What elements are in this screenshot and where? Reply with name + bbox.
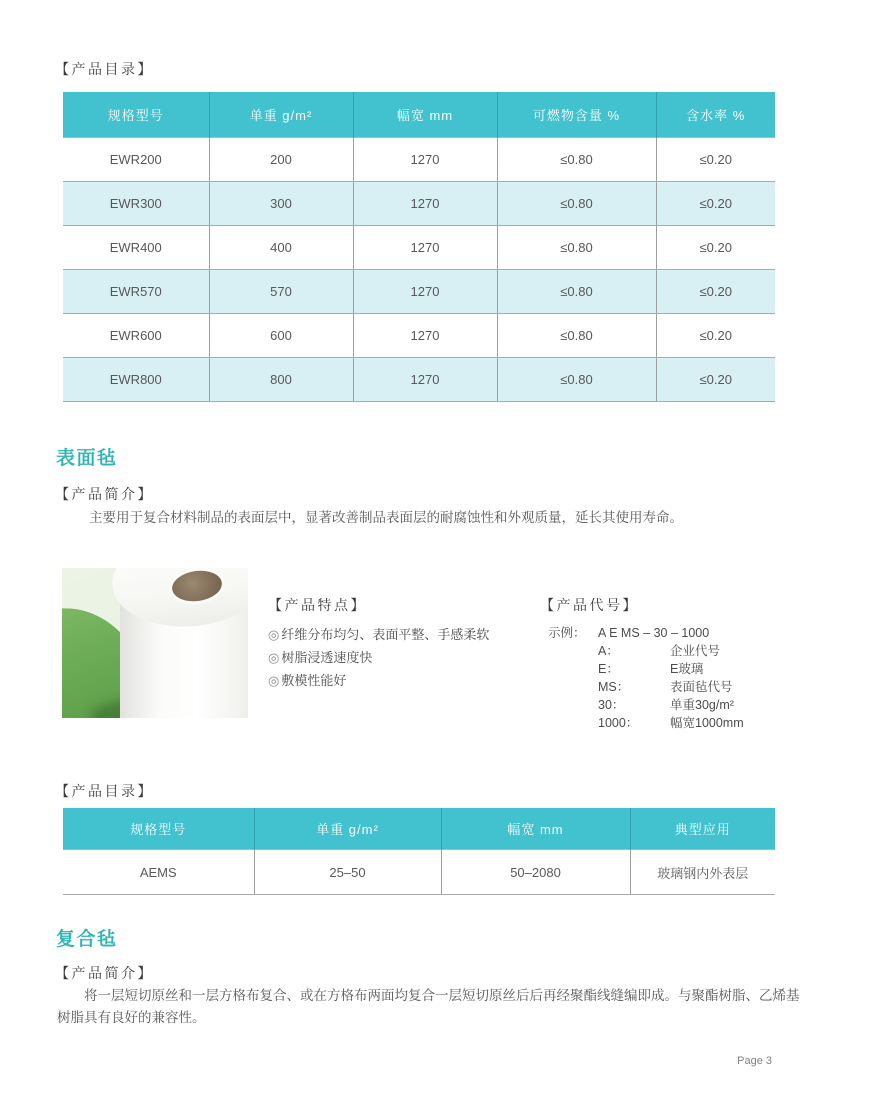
table-cell: EWR200 xyxy=(63,138,209,182)
table-header-cell: 含水率 % xyxy=(656,92,775,138)
section-title-composite-mat: 复合毡 xyxy=(56,929,118,950)
table-header-row xyxy=(63,808,775,850)
feature-item xyxy=(268,669,489,692)
table-cell: 25–50 xyxy=(254,850,441,895)
table-cell: ≤0.80 xyxy=(497,138,656,182)
table-cell: 1270 xyxy=(353,358,497,402)
table-cell: 1270 xyxy=(353,226,497,270)
table-row xyxy=(63,138,775,182)
table-cell: 1270 xyxy=(353,270,497,314)
code-example-row xyxy=(540,624,744,642)
table-cell: 1270 xyxy=(353,182,497,226)
table-cell: ≤0.80 xyxy=(497,358,656,402)
table-row xyxy=(63,850,775,895)
code-key: 30： xyxy=(598,698,625,712)
table-row xyxy=(63,226,775,270)
circle-bullet-icon: ◎ xyxy=(268,673,280,688)
circle-bullet-icon: ◎ xyxy=(268,650,280,665)
table-cell: 1270 xyxy=(353,314,497,358)
table-cell: 300 xyxy=(209,182,353,226)
codes-label: 【产品代号】 xyxy=(540,597,639,613)
table-cell: ≤0.20 xyxy=(656,226,775,270)
code-value: 幅宽1000mm xyxy=(670,716,744,730)
surface-intro-text: 主要用于复合材料制品的表面层中，显著改善制品表面层的耐腐蚀性和外观质量，延长其使用寿命。 xyxy=(89,510,683,525)
code-value: 表面毡代号 xyxy=(670,680,733,694)
code-row xyxy=(598,678,744,696)
table-header-cell: 可燃物含量 % xyxy=(497,92,656,138)
table-cell: EWR300 xyxy=(63,182,209,226)
table-header-cell: 规格型号 xyxy=(63,92,209,138)
code-key: E： xyxy=(598,662,619,676)
table-header-cell: 幅宽 mm xyxy=(353,92,497,138)
product-table-surface-mat xyxy=(63,808,775,895)
table-header-row xyxy=(63,92,775,138)
code-value: E玻璃 xyxy=(670,662,704,676)
table-cell: ≤0.20 xyxy=(656,138,775,182)
table-cell: 800 xyxy=(209,358,353,402)
table-cell: ≤0.20 xyxy=(656,314,775,358)
table-row xyxy=(63,182,775,226)
catalog1-label: 【产品目录】 xyxy=(55,61,154,77)
code-key: MS： xyxy=(598,680,630,694)
code-example-key: 示例： xyxy=(548,626,586,640)
feature-text: 树脂浸透速度快 xyxy=(281,650,373,665)
table-header-cell: 单重 g/m² xyxy=(254,808,441,850)
table-row xyxy=(63,314,775,358)
table-row xyxy=(63,270,775,314)
feature-item xyxy=(268,623,489,646)
code-row xyxy=(598,714,744,732)
table-cell: ≤0.80 xyxy=(497,226,656,270)
table-cell: AEMS xyxy=(63,850,254,895)
code-key: 1000： xyxy=(598,716,639,730)
surface-mat-roll-photo xyxy=(62,568,248,718)
table-cell: EWR800 xyxy=(63,358,209,402)
section-title-surface-mat: 表面毡 xyxy=(56,448,118,469)
codes-block xyxy=(540,595,744,732)
code-row xyxy=(598,642,744,660)
table-cell: ≤0.20 xyxy=(656,182,775,226)
table-header-cell: 典型应用 xyxy=(630,808,775,850)
table-cell: EWR600 xyxy=(63,314,209,358)
code-value: 单重30g/m² xyxy=(670,698,734,712)
code-row xyxy=(598,660,744,678)
catalog2-label: 【产品目录】 xyxy=(55,783,154,799)
table-cell: 570 xyxy=(209,270,353,314)
product-table-ewr xyxy=(63,92,775,402)
code-key: A： xyxy=(598,644,619,658)
table-row xyxy=(63,358,775,402)
circle-bullet-icon: ◎ xyxy=(268,627,280,642)
code-example-value: A E MS – 30 – 1000 xyxy=(598,626,710,640)
table-cell: 600 xyxy=(209,314,353,358)
table-cell: 200 xyxy=(209,138,353,182)
table-cell: ≤0.20 xyxy=(656,358,775,402)
table-cell: ≤0.20 xyxy=(656,270,775,314)
feature-item xyxy=(268,646,489,669)
table-cell: ≤0.80 xyxy=(497,182,656,226)
features-block xyxy=(268,595,489,692)
table-cell: 1270 xyxy=(353,138,497,182)
table-cell: ≤0.80 xyxy=(497,270,656,314)
table-header-cell: 幅宽 mm xyxy=(441,808,630,850)
table-header-cell: 单重 g/m² xyxy=(209,92,353,138)
table-cell: 400 xyxy=(209,226,353,270)
code-row xyxy=(598,696,744,714)
feature-text: 敷模性能好 xyxy=(281,673,347,688)
composite-intro-text: 将一层短切原丝和一层方格布复合、或在方格布两面均复合一层短切原丝后后再经聚酯线缝编即成。与聚酯树脂、乙烯基树脂具有良好的兼容性。 xyxy=(57,988,800,1025)
features-label: 【产品特点】 xyxy=(268,597,367,613)
feature-text: 纤维分布均匀、表面平整、手感柔软 xyxy=(281,627,490,642)
table-cell: 50–2080 xyxy=(441,850,630,895)
page-number: Page 3 xyxy=(737,1055,772,1067)
table-cell: EWR400 xyxy=(63,226,209,270)
surface-intro-label: 【产品简介】 xyxy=(55,486,154,502)
code-value: 企业代号 xyxy=(670,644,721,658)
table-cell: ≤0.80 xyxy=(497,314,656,358)
table-cell: 玻璃钢内外表层 xyxy=(630,850,775,895)
table-cell: EWR570 xyxy=(63,270,209,314)
table-header-cell: 规格型号 xyxy=(63,808,254,850)
composite-intro-label: 【产品简介】 xyxy=(55,965,154,981)
